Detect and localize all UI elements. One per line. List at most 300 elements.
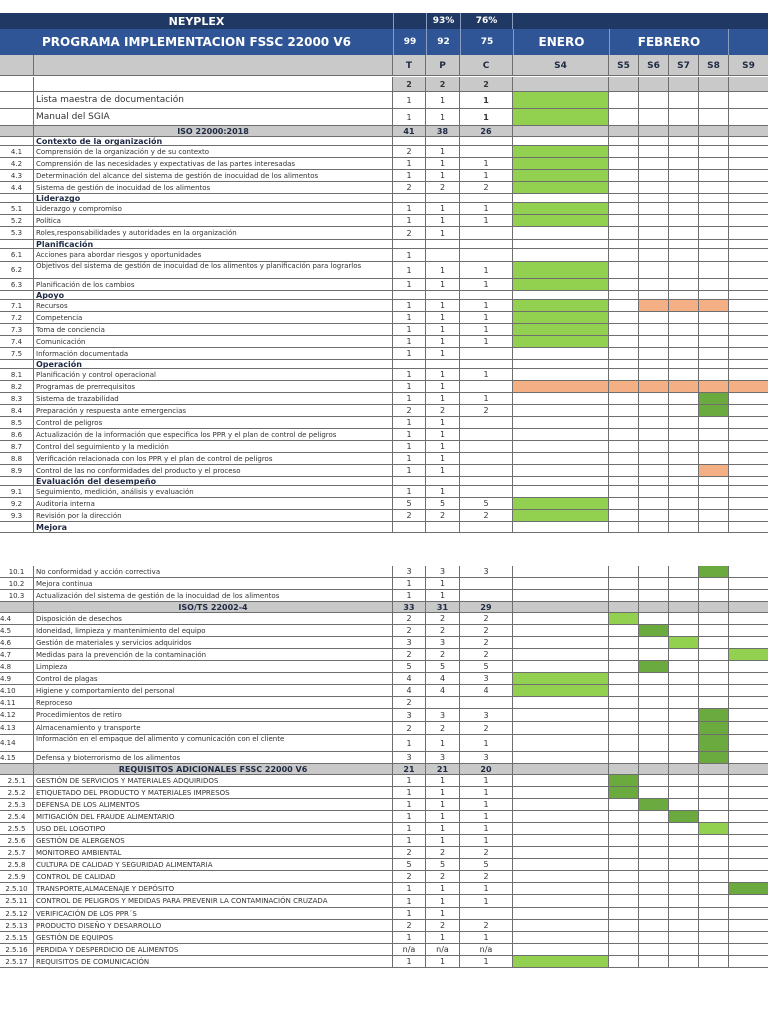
header-c: C	[460, 55, 513, 76]
item-label: Operación	[34, 360, 393, 369]
item-number: 7.4	[0, 336, 34, 348]
item-number: 2.5.1	[0, 775, 34, 787]
week-cell-s8	[699, 262, 729, 279]
week-cell-s9	[729, 262, 768, 279]
value-p: 1	[426, 381, 460, 393]
week-cell-s5	[609, 393, 639, 405]
week-cell-s9	[729, 369, 768, 381]
week-cell-s6	[639, 625, 669, 637]
week-cell-s6	[639, 203, 669, 215]
value-c: 1	[460, 799, 513, 811]
value-t: 3	[393, 709, 426, 722]
week-cell-s4	[513, 920, 609, 932]
value-p: 4	[426, 673, 460, 685]
week-cell-s4	[513, 453, 609, 465]
table-row	[0, 279, 768, 291]
table-row	[0, 835, 768, 847]
week-cell-s6	[639, 369, 669, 381]
header-week-s8: S8	[699, 55, 729, 76]
week-cell-s8	[699, 847, 729, 859]
item-label: Sistema de gestión de inocuidad de los alimentos	[34, 182, 393, 194]
week-cell-s7	[669, 336, 699, 348]
item-number: 8.2	[0, 381, 34, 393]
week-cell-s7	[669, 453, 699, 465]
value-p: 1	[426, 417, 460, 429]
week-cell-s8	[699, 498, 729, 510]
item-number: 4.3	[0, 170, 34, 182]
week-cell-s6	[639, 735, 669, 752]
item-number	[0, 194, 34, 203]
value-p: 1	[426, 453, 460, 465]
item-number: 2.5.16	[0, 944, 34, 956]
week-cell-s5	[609, 835, 639, 847]
week-cell-s6	[639, 578, 669, 590]
week-cell-s7	[669, 847, 699, 859]
week-cell-s6	[639, 453, 669, 465]
value-c: 1	[460, 324, 513, 336]
week-cell-s8	[699, 324, 729, 336]
item-number: 2.5.2	[0, 787, 34, 799]
week-cell-s7	[669, 908, 699, 920]
week-cell-s7	[669, 578, 699, 590]
week-cell-s7	[669, 673, 699, 685]
value-c: 1	[460, 262, 513, 279]
week-cell-s6	[639, 764, 669, 775]
item-number: 10.1	[0, 566, 34, 578]
value-c: 1	[460, 312, 513, 324]
value-c: 1	[460, 300, 513, 312]
week-cell-s9	[729, 847, 768, 859]
week-cell-s7	[669, 291, 699, 300]
item-number: 4.11	[0, 697, 34, 709]
value-p: 4	[426, 685, 460, 697]
header-week-s7: S7	[669, 55, 699, 76]
header-week-s5: S5	[609, 55, 639, 76]
value-c	[460, 194, 513, 203]
week-cell-s6	[639, 92, 669, 109]
week-cell-s6	[639, 871, 669, 883]
week-cell-s5	[609, 240, 639, 249]
item-label: Roles,responsabilidades y autoridades en la organización	[34, 227, 393, 240]
week-cell-s6	[639, 291, 669, 300]
week-cell-s8	[699, 602, 729, 613]
week-cell-s4	[513, 324, 609, 336]
value-p	[426, 291, 460, 300]
item-number: 4.9	[0, 673, 34, 685]
week-cell-s8	[699, 465, 729, 477]
week-cell-s6	[639, 908, 669, 920]
value-t: 2	[393, 920, 426, 932]
week-cell-s9	[729, 685, 768, 697]
value-p: 5	[426, 661, 460, 673]
week-cell-s7	[669, 146, 699, 158]
value-p: 1	[426, 932, 460, 944]
item-label: Control de plagas	[34, 673, 393, 685]
week-cell-s8	[699, 811, 729, 823]
value-p: 1	[426, 823, 460, 835]
value-t: 1	[393, 393, 426, 405]
week-cell-s9	[729, 291, 768, 300]
total-c: 75	[460, 29, 513, 55]
week-cell-s7	[669, 920, 699, 932]
item-number: 2.5.13	[0, 920, 34, 932]
week-cell-s7	[669, 194, 699, 203]
week-cell-s5	[609, 348, 639, 360]
value-c: 1	[460, 835, 513, 847]
table-row	[0, 312, 768, 324]
week-cell-s4	[513, 932, 609, 944]
value-t: 1	[393, 956, 426, 968]
week-cell-s7	[669, 932, 699, 944]
week-cell-s6	[639, 194, 669, 203]
value-t: 1	[393, 908, 426, 920]
week-cell-s6	[639, 859, 669, 871]
value-p: n/a	[426, 944, 460, 956]
week-cell-s6	[639, 477, 669, 486]
week-cell-s4	[513, 661, 609, 673]
value-p: 1	[426, 578, 460, 590]
value-t: 2	[393, 510, 426, 522]
value-t: 3	[393, 637, 426, 649]
value-c: 5	[460, 498, 513, 510]
value-p: 1	[426, 883, 460, 895]
table-row	[0, 465, 768, 477]
week-cell-s5	[609, 613, 639, 625]
week-cell-s8	[699, 787, 729, 799]
item-label: GESTIÓN DE ALERGENOS	[34, 835, 393, 847]
item-label: Comprensión de la organización y de su contexto	[34, 146, 393, 158]
table-row	[0, 360, 768, 369]
item-number: 2.5.15	[0, 932, 34, 944]
week-cell-s6	[639, 279, 669, 291]
week-cell-s7	[669, 811, 699, 823]
week-cell-s6	[639, 895, 669, 908]
total-p: 92	[426, 29, 460, 55]
brand-title: NEYPLEX	[168, 14, 225, 28]
value-t: 1	[393, 735, 426, 752]
week-cell-s6	[639, 566, 669, 578]
value-p: 1	[426, 312, 460, 324]
table-row	[0, 709, 768, 722]
value-t: 1	[393, 823, 426, 835]
value-t: 2	[393, 613, 426, 625]
week-cell-s7	[669, 227, 699, 240]
week-cell-s7	[669, 182, 699, 194]
week-cell-s8	[699, 453, 729, 465]
item-number: 4.2	[0, 158, 34, 170]
week-cell-s5	[609, 673, 639, 685]
value-p: 1	[426, 146, 460, 158]
week-cell-s8	[699, 895, 729, 908]
value-c: 1	[460, 811, 513, 823]
item-number: 5.1	[0, 203, 34, 215]
table-row	[0, 823, 768, 835]
item-number: 2.5.12	[0, 908, 34, 920]
week-cell-s5	[609, 417, 639, 429]
table-row	[0, 109, 768, 126]
week-cell-s4	[513, 625, 609, 637]
week-cell-s5	[609, 227, 639, 240]
table-row	[0, 194, 768, 203]
item-number	[0, 92, 34, 109]
table-row	[0, 533, 768, 566]
table-row	[0, 752, 768, 764]
week-cell-s9	[729, 625, 768, 637]
week-cell-s5	[609, 775, 639, 787]
item-number: 8.1	[0, 369, 34, 381]
week-cell-s8	[699, 279, 729, 291]
value-t: 5	[393, 498, 426, 510]
week-cell-s8	[699, 486, 729, 498]
item-label: Contexto de la organización	[34, 137, 393, 146]
week-cell-s5	[609, 405, 639, 417]
week-cell-s9	[729, 146, 768, 158]
value-t: 1	[393, 835, 426, 847]
value-t: 1	[393, 109, 426, 126]
week-cell-s5	[609, 360, 639, 369]
value-t: 1	[393, 262, 426, 279]
item-label: USO DEL LOGOTIPO	[34, 823, 393, 835]
week-cell-s6	[639, 602, 669, 613]
week-cell-s5	[609, 137, 639, 146]
item-label: CONTROL DE CALIDAD	[34, 871, 393, 883]
week-cell-s5	[609, 465, 639, 477]
week-cell-s8	[699, 441, 729, 453]
week-cell-s6	[639, 429, 669, 441]
week-cell-s6	[639, 956, 669, 968]
item-label: PERDIDA Y DESPERDICIO DE ALIMENTOS	[34, 944, 393, 956]
week-cell-s7	[669, 895, 699, 908]
week-cell-s9	[729, 498, 768, 510]
week-cell-s8	[699, 932, 729, 944]
week-cell-s5	[609, 291, 639, 300]
week-cell-s5	[609, 336, 639, 348]
table-row	[0, 522, 768, 533]
item-label: MONITOREO AMBIENTAL	[34, 847, 393, 859]
value-t: 3	[393, 752, 426, 764]
week-cell-s6	[639, 787, 669, 799]
item-label: Planificación	[34, 240, 393, 249]
week-cell-s9	[729, 92, 768, 109]
value-p: 1	[426, 895, 460, 908]
week-cell-s5	[609, 249, 639, 262]
table-row	[0, 578, 768, 590]
value-p	[426, 249, 460, 262]
week-cell-s8	[699, 625, 729, 637]
week-cell-s7	[669, 215, 699, 227]
week-cell-s5	[609, 158, 639, 170]
week-cell-s8	[699, 566, 729, 578]
week-cell-s9	[729, 578, 768, 590]
week-cell-s6	[639, 673, 669, 685]
week-cell-s8	[699, 697, 729, 709]
value-c	[460, 137, 513, 146]
item-label: Manual del SGIA	[34, 109, 393, 126]
item-number: 4.1	[0, 146, 34, 158]
item-label: DEFENSA DE LOS ALIMENTOS	[34, 799, 393, 811]
week-cell-s4	[513, 170, 609, 182]
value-c: 1	[460, 170, 513, 182]
value-p: 2	[426, 722, 460, 735]
item-label: REQUISITOS DE COMUNICACIÓN	[34, 956, 393, 968]
week-cell-s5	[609, 146, 639, 158]
week-cell-s5	[609, 109, 639, 126]
value-t: 1	[393, 300, 426, 312]
week-cell-s9	[729, 883, 768, 895]
value-c	[460, 429, 513, 441]
week-cell-s5	[609, 590, 639, 602]
value-p: 2	[426, 649, 460, 661]
value-t: 1	[393, 417, 426, 429]
value-t: 4	[393, 685, 426, 697]
week-cell-s9	[729, 477, 768, 486]
week-cell-s5	[609, 895, 639, 908]
item-number: 4.10	[0, 685, 34, 697]
week-cell-s4	[513, 787, 609, 799]
week-cell-s8	[699, 158, 729, 170]
table-row	[0, 348, 768, 360]
item-label: Recursos	[34, 300, 393, 312]
week-cell-s6	[639, 300, 669, 312]
value-c	[460, 697, 513, 709]
week-cell-s5	[609, 578, 639, 590]
program-title: PROGRAMA IMPLEMENTACION FSSC 22000 V6	[42, 35, 351, 49]
week-cell-s5	[609, 908, 639, 920]
item-label: Verificación relacionada con los PPR y el plan de control de peligros	[34, 453, 393, 465]
week-cell-s5	[609, 637, 639, 649]
week-cell-s9	[729, 799, 768, 811]
week-cell-s9	[729, 661, 768, 673]
value-p: 2	[426, 613, 460, 625]
header-week-s9: S9	[742, 60, 755, 71]
item-label: Procedimientos de retiro	[34, 709, 393, 722]
week-cell-s8	[699, 92, 729, 109]
item-label: GESTIÓN DE EQUIPOS	[34, 932, 393, 944]
item-label: Reproceso	[34, 697, 393, 709]
week-cell-s7	[669, 324, 699, 336]
week-cell-s5	[609, 381, 639, 393]
week-cell-s5	[609, 92, 639, 109]
value-c: 26	[460, 126, 513, 137]
item-label: Toma de conciencia	[34, 324, 393, 336]
week-cell-s4	[513, 465, 609, 477]
value-p: 1	[426, 735, 460, 752]
item-label: Preparación y respuesta ante emergencias	[34, 405, 393, 417]
value-t: 2	[393, 649, 426, 661]
table-row	[0, 182, 768, 194]
item-number	[0, 522, 34, 533]
week-cell-s7	[669, 77, 699, 92]
value-c	[460, 146, 513, 158]
week-cell-s6	[639, 799, 669, 811]
item-label: Mejora	[34, 522, 393, 533]
month-febrero: FEBRERO	[609, 29, 729, 55]
week-cell-s4	[513, 279, 609, 291]
item-label: No conformidad y acción correctiva	[34, 566, 393, 578]
week-cell-s9	[729, 215, 768, 227]
value-p: 1	[426, 956, 460, 968]
week-cell-s6	[639, 920, 669, 932]
value-t: 2	[393, 871, 426, 883]
value-p: 1	[426, 799, 460, 811]
value-p: 3	[426, 709, 460, 722]
week-cell-s4	[513, 709, 609, 722]
value-p	[426, 240, 460, 249]
item-number: 8.6	[0, 429, 34, 441]
table-row	[0, 908, 768, 920]
week-cell-s4	[513, 735, 609, 752]
value-c	[460, 590, 513, 602]
value-c: 1	[460, 883, 513, 895]
week-cell-s9	[729, 956, 768, 968]
item-number: 6.2	[0, 262, 34, 279]
week-cell-s4	[513, 369, 609, 381]
week-cell-s6	[639, 661, 669, 673]
item-number: 2.5.6	[0, 835, 34, 847]
table-row	[0, 441, 768, 453]
week-cell-s7	[669, 625, 699, 637]
value-c: 3	[460, 709, 513, 722]
value-p: 1	[426, 348, 460, 360]
value-p: 31	[426, 602, 460, 613]
value-t: 1	[393, 465, 426, 477]
blank-t-top	[393, 13, 426, 29]
item-number: 8.4	[0, 405, 34, 417]
week-cell-s9	[729, 602, 768, 613]
week-cell-s8	[699, 920, 729, 932]
week-cell-s9	[729, 673, 768, 685]
week-cell-s4	[513, 752, 609, 764]
week-cell-s4	[513, 799, 609, 811]
week-cell-s6	[639, 637, 669, 649]
item-number: 10.2	[0, 578, 34, 590]
week-cell-s4	[513, 956, 609, 968]
value-t: 2	[393, 405, 426, 417]
item-label: Medidas para la prevención de la contaminación	[34, 649, 393, 661]
item-label: Gestión de materiales y servicios adquiridos	[34, 637, 393, 649]
week-cell-s4	[513, 194, 609, 203]
week-cell-s4	[513, 566, 609, 578]
week-cell-s4	[513, 649, 609, 661]
section-header-row	[0, 764, 768, 775]
value-p: 1	[426, 279, 460, 291]
value-t: 4	[393, 673, 426, 685]
table-row	[0, 477, 768, 486]
week-cell-s7	[669, 752, 699, 764]
week-cell-s6	[639, 649, 669, 661]
week-cell-s6	[639, 405, 669, 417]
value-p: 1	[426, 590, 460, 602]
value-t: 1	[393, 92, 426, 109]
week-cell-s4	[513, 92, 609, 109]
week-cell-s4	[513, 227, 609, 240]
item-label: PRODUCTO DISEÑO Y DESARROLLO	[34, 920, 393, 932]
item-label: CULTURA DE CALIDAD Y SEGURIDAD ALIMENTARIA	[34, 859, 393, 871]
value-c: 1	[460, 735, 513, 752]
week-cell-s8	[699, 871, 729, 883]
week-cell-s9	[729, 126, 768, 137]
week-cell-s6	[639, 170, 669, 182]
week-cell-s5	[609, 685, 639, 697]
item-number: 4.14	[0, 735, 34, 752]
table-row	[0, 92, 768, 109]
week-cell-s4	[513, 249, 609, 262]
week-cell-s9	[729, 312, 768, 324]
item-number: 4.6	[0, 637, 34, 649]
value-c: 1	[460, 336, 513, 348]
week-cell-s8	[699, 522, 729, 533]
value-t: 1	[393, 170, 426, 182]
